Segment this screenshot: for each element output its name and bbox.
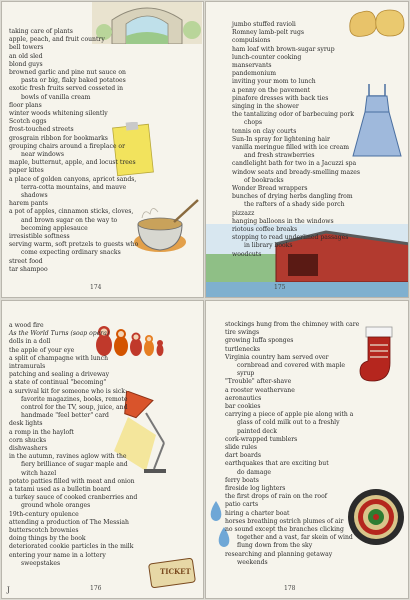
list-item: bell towers bbox=[9, 44, 44, 52]
list-item: researching and planning getaway bbox=[225, 550, 333, 558]
list-item: a state of continual "becoming" bbox=[9, 379, 107, 387]
list-item: near windows bbox=[21, 151, 65, 159]
list-item: pasta or big, flaky baked potatoes bbox=[21, 77, 126, 85]
list-item: come expecting ordinary snacks bbox=[21, 249, 121, 257]
list-item: ferry boats bbox=[225, 476, 259, 484]
list-item: chops bbox=[244, 119, 263, 127]
list-item: glass of cold milk out to a freshly bbox=[237, 419, 340, 427]
list-item: maple, butternut, apple, and locust trees bbox=[9, 159, 136, 167]
page-178-item-list bbox=[225, 321, 402, 567]
list-item: hiring a charter boat bbox=[225, 509, 290, 517]
page-175-item-list bbox=[232, 21, 402, 259]
list-item: cornbread and covered with maple bbox=[237, 362, 346, 370]
list-item: a pot of apples, cinnamon sticks, cloves, bbox=[9, 208, 134, 216]
list-item: ground whole oranges bbox=[21, 502, 91, 510]
list-item: do damage bbox=[237, 468, 271, 476]
page-176 bbox=[1, 300, 204, 599]
list-item: dishwashers bbox=[9, 445, 48, 453]
list-item: tire swings bbox=[225, 329, 260, 337]
list-item: frost-touched streets bbox=[9, 126, 74, 134]
list-item: slide rules bbox=[225, 444, 257, 452]
list-item: 19th-century opulence bbox=[9, 510, 79, 518]
list-item: sweepstakes bbox=[21, 559, 61, 567]
list-item: serving warm, soft pretzels to guests who bbox=[9, 241, 139, 249]
list-item: a split of champagne with lunch bbox=[9, 354, 109, 362]
list-item: a turkey sauce of cooked cranberries and bbox=[9, 494, 138, 502]
list-item: a survival kit for someone who is sick: bbox=[9, 387, 128, 395]
list-item: favorite magazines, books, remote bbox=[21, 395, 128, 403]
list-item: butterscotch brownies bbox=[9, 527, 79, 535]
list-item: pinafore dresses with back ties bbox=[232, 94, 329, 102]
list-item: hanging balloons in the windows bbox=[232, 217, 334, 225]
list-item: deteriorated cookie particles in the milk bbox=[9, 543, 134, 551]
list-item: growing luffa sponges bbox=[225, 337, 294, 345]
list-item: lunch-counter cooking bbox=[232, 53, 302, 61]
list-item: winter woods whitening silently bbox=[9, 110, 108, 118]
list-item: taking care of plants bbox=[9, 28, 73, 35]
list-item: intramurals bbox=[9, 363, 46, 371]
page-176-item-list bbox=[9, 322, 197, 568]
list-item: and fresh strawberries bbox=[244, 152, 315, 160]
list-item: harem pants bbox=[9, 200, 48, 208]
list-item: grouping chairs around a fireplace or bbox=[9, 142, 125, 150]
list-item: the tantalizing odor of barbecuing pork bbox=[232, 111, 354, 119]
page-178 bbox=[205, 300, 409, 599]
list-item: desk lights bbox=[9, 420, 43, 428]
list-item: Scotch eggs bbox=[9, 118, 47, 126]
list-item: together and a vast, far skein of wind bbox=[237, 534, 353, 542]
list-item: aeronautics bbox=[225, 394, 262, 402]
list-item: a rooster weathervane bbox=[225, 386, 295, 394]
list-item: inviting your mom to lunch bbox=[232, 78, 316, 86]
list-item: weekends bbox=[237, 558, 268, 566]
list-item: carrying a piece of apple pie along with a bbox=[225, 411, 354, 419]
list-item: an old sled bbox=[9, 52, 43, 60]
list-item: dart boards bbox=[225, 452, 261, 460]
list-item: pandemonium bbox=[232, 70, 276, 78]
list-item: ham loaf with brown-sugar syrup bbox=[232, 45, 335, 53]
list-item: jumbo stuffed ravioli bbox=[232, 21, 296, 28]
list-item: paper kites bbox=[9, 167, 44, 175]
list-item: irresistible softness bbox=[9, 233, 70, 241]
list-item: of bookracks bbox=[244, 176, 284, 184]
list-item: shadows bbox=[21, 192, 48, 200]
list-item: painted deck bbox=[237, 427, 277, 435]
list-item: fiery brilliance of sugar maple and bbox=[21, 461, 128, 469]
list-item: stockings hung from the chimney with care bbox=[225, 321, 360, 328]
list-item: blond guys bbox=[9, 60, 43, 68]
list-item: attending a production of The Messiah bbox=[9, 518, 129, 526]
list-item: cork-wrapped tumblers bbox=[225, 435, 298, 443]
list-item: flung down from the sky bbox=[237, 542, 313, 550]
list-item: As the World Turns (soap opera) bbox=[9, 330, 110, 338]
list-item: Wonder Bread wrappers bbox=[232, 185, 308, 193]
page-174 bbox=[1, 1, 204, 298]
page-number: 176 bbox=[90, 585, 102, 592]
list-item: tar shampoo bbox=[9, 265, 48, 273]
list-item: turtlenecks bbox=[225, 345, 261, 353]
list-item: in the autumn, ravines aglow with the bbox=[9, 453, 127, 461]
list-item: stopping to read underlined passages bbox=[232, 234, 349, 242]
list-item: Virginia country ham served over bbox=[225, 353, 329, 361]
list-item: handmade "feel better" card bbox=[21, 412, 109, 420]
list-item: entering your name in a lottery bbox=[9, 551, 106, 559]
list-item: singing in the shower bbox=[232, 103, 299, 111]
list-item: a wood fire bbox=[9, 322, 44, 329]
page-number: 175 bbox=[274, 284, 286, 291]
list-item: bowls of vanilla cream bbox=[21, 93, 91, 101]
list-item: bunches of drying herbs dangling from bbox=[232, 193, 353, 201]
list-item: floor plans bbox=[9, 101, 42, 109]
list-item: control for the TV, soup, juice, and bbox=[21, 404, 128, 412]
list-item: woodcuts bbox=[232, 250, 262, 258]
list-item: apple, peach, and fruit country bbox=[9, 36, 105, 44]
list-item: manservants bbox=[232, 62, 272, 70]
list-item: browned garlic and pine nut sauce on bbox=[9, 69, 126, 77]
list-item: Sun-In spray for lightening hair bbox=[232, 135, 330, 143]
list-item: vanilla meringue filled with ice cream bbox=[232, 144, 350, 152]
list-item: exotic fresh fruits served cosseted in bbox=[9, 85, 124, 93]
list-item: "Trouble" after-shave bbox=[225, 378, 292, 386]
page-number: 178 bbox=[284, 585, 296, 592]
list-item: Romney lamb-pelt rugs bbox=[232, 29, 304, 37]
list-item: witch hazel bbox=[21, 469, 57, 477]
list-item: patio carts bbox=[225, 501, 259, 509]
list-item: a place of golden canyons, apricot sands, bbox=[9, 175, 137, 183]
list-item: a romp in the hayloft bbox=[9, 428, 74, 436]
list-item: pizzazz bbox=[232, 209, 255, 217]
list-item: no sound except the branches clicking bbox=[225, 526, 344, 534]
list-item: a tatami used as a bulletin board bbox=[9, 486, 111, 494]
list-item: dolls in a doll bbox=[9, 338, 51, 346]
list-item: and brown sugar on the way to bbox=[21, 216, 118, 224]
list-item: terra-cotta mountains, and mauve bbox=[21, 183, 127, 191]
list-item: earthquakes that are exciting but bbox=[225, 460, 329, 468]
list-item: patching and sealing a driveway bbox=[9, 371, 110, 379]
list-item: the rafters of a shady side porch bbox=[244, 201, 345, 209]
list-item: the first drops of rain on the roof bbox=[225, 493, 328, 501]
list-item: bar cookies bbox=[225, 403, 261, 411]
corner-mark: J bbox=[7, 586, 10, 594]
list-item: compulsions bbox=[232, 37, 271, 45]
list-item: tennis on clay courts bbox=[232, 127, 297, 135]
list-item: window seats and bready-smelling mazes bbox=[232, 168, 361, 176]
page-number: 174 bbox=[90, 284, 102, 291]
list-item: fireside log lighters bbox=[225, 485, 286, 493]
page-174-item-list bbox=[9, 28, 197, 274]
list-item: candlelight bath for two in a Jacuzzi spa bbox=[232, 160, 357, 168]
list-item: syrup bbox=[237, 370, 255, 378]
list-item: becoming applesauce bbox=[21, 224, 88, 232]
ticket-label: TICKET bbox=[160, 567, 191, 576]
list-item: potato patties filled with meat and onion bbox=[9, 477, 135, 485]
list-item: in library books bbox=[244, 242, 293, 250]
list-item: street food bbox=[9, 257, 43, 265]
list-item: a penny on the pavement bbox=[232, 86, 311, 94]
list-item: riotous coffee breaks bbox=[232, 226, 298, 234]
list-item: the apple of your eye bbox=[9, 346, 75, 354]
list-item: doing things by the book bbox=[9, 535, 86, 543]
page-175 bbox=[205, 1, 409, 298]
list-item: corn shucks bbox=[9, 436, 47, 444]
list-item: horses breathing ostrich plumes of air bbox=[225, 517, 344, 525]
list-item: grosgrain ribbon for bookmarks bbox=[9, 134, 108, 142]
